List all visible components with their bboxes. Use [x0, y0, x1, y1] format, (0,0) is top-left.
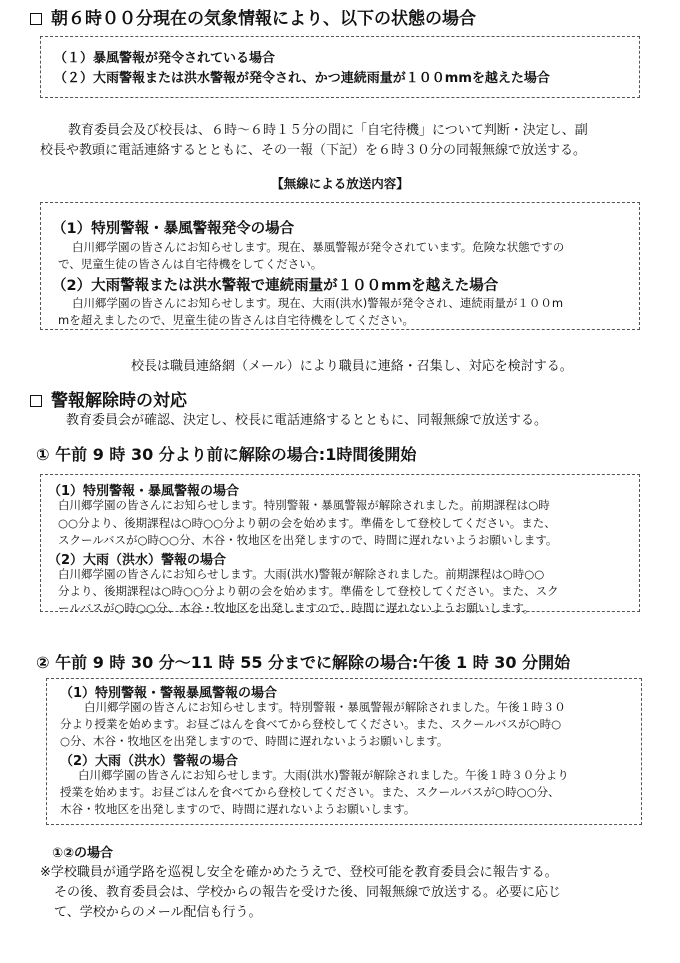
- footer-line-2: その後、教育委員会は、学校からの報告を受けた後、同報無線で放送する。必要に応じ: [54, 885, 562, 900]
- checkbox-square-icon: [30, 395, 42, 407]
- case-b-sub1-title: （1）特別警報・警報暴風警報の場合: [60, 686, 278, 701]
- case-a-sub2-line1: 白川郷学園の皆さんにお知らせします。大雨(洪水)警報が解除されました。前期課程は○時○○: [58, 567, 545, 581]
- intro-line-2: 校長や教頭に電話連絡するとともに、その一報（下記）を６時３０分の同報無線で放送する。: [40, 143, 587, 158]
- checkbox-square-icon: [30, 13, 42, 25]
- broadcast-case2-line2: mを超えましたので、児童生徒の皆さんは自宅待機をしてください。: [58, 313, 414, 327]
- broadcast-title: 【無線による放送内容】: [271, 176, 409, 191]
- case-b-sub1-line1: 白川郷学園の皆さんにお知らせします。特別警報・暴風警報が解除されました。午後１時３０: [84, 700, 566, 714]
- footer-line-3: て、学校からのメール配信も行う。: [54, 905, 262, 920]
- case-a-sub2-line3: ールバスが○時○○分、木谷・牧地区を出発しますので、時間に遅れないようお願いします。: [58, 601, 535, 615]
- footer-title: ①②の場合: [52, 846, 114, 861]
- case-b-sub2-line3: 木谷・牧地区を出発しますので、時間に遅れないようお願いします。: [60, 802, 416, 816]
- case-b-heading: ② 午前 9 時 30 分～11 時 55 分までに解除の場合:午後 1 時 30 分開始: [36, 653, 571, 672]
- case-a-sub1-line3: スクールバスが○時○○分、木谷・牧地区を出発しますので、時間に遅れないようお願いします。: [58, 533, 558, 547]
- case-b-sub2-line2: 授業を始めます。お昼ごはんを食べてから登校してください。また、スクールバスが○時○○分、: [60, 785, 560, 799]
- intro-line-1: 教育委員会及び校長は、６時～６時１５分の間に「自宅待機」について判断・決定し、副: [68, 123, 588, 138]
- principal-note: 校長は職員連絡網（メール）により職員に連絡・召集し、対応を検討する。: [131, 359, 573, 374]
- broadcast-case1-line2: で、児童生徒の皆さんは自宅待機をしてください。: [58, 257, 323, 271]
- condition-2: （２）大雨警報または洪水警報が発令され、かつ連続雨量が１００mmを越えた場合: [54, 71, 550, 86]
- case-b-sub2-title: （2）大雨（洪水）警報の場合: [60, 754, 239, 769]
- case-b-sub2-line1: 白川郷学園の皆さんにお知らせします。大雨(洪水)警報が解除されました。午後１時３０分より: [78, 768, 569, 782]
- condition-1: （１）暴風警報が発令されている場合: [54, 51, 276, 66]
- case-b-sub1-line3: ○分、木谷・牧地区を出発しますので、時間に遅れないようお願いします。: [60, 734, 449, 748]
- case-a-heading: ① 午前 9 時 30 分より前に解除の場合:1時間後開始: [36, 445, 417, 464]
- case-a-sub1-title: （1）特別警報・暴風警報の場合: [48, 484, 240, 499]
- case-b-sub1-line2: 分より授業を始めます。お昼ごはんを食べてから登校してください。また、スクールバスが○時○: [60, 717, 562, 731]
- case-a-sub1-line1: 白川郷学園の皆さんにお知らせします。特別警報・暴風警報が解除されました。前期課程は○時: [58, 498, 550, 512]
- broadcast-case2-title: （2）大雨警報または洪水警報で連続雨量が１００mmを越えた場合: [52, 278, 499, 294]
- section1-heading: 朝６時００分現在の気象情報により、以下の状態の場合: [30, 4, 476, 29]
- broadcast-case1-line1: 白川郷学園の皆さんにお知らせします。現在、暴風警報が発令されています。危険な状態ですの: [72, 240, 565, 254]
- section2-heading: 警報解除時の対応: [30, 386, 187, 411]
- broadcast-case2-line1: 白川郷学園の皆さんにお知らせします。現在、大雨(洪水)警報が発令され、連続雨量が１００m: [72, 296, 564, 310]
- case-a-sub1-line2: ○○分より、後期課程は○時○○分より朝の会を始めます。準備をして登校してください。また、: [58, 516, 556, 530]
- footer-line-1: ※学校職員が通学路を巡視し安全を確かめたうえで、登校可能を教育委員会に報告する。: [40, 865, 558, 880]
- section2-intro: 教育委員会が確認、決定し、校長に電話連絡するとともに、同報無線で放送する。: [66, 413, 548, 428]
- broadcast-case1-title: （1）特別警報・暴風警報発令の場合: [52, 221, 295, 237]
- case-a-sub2-line2: 分より、後期課程は○時○○分より朝の会を始めます。準備をして登校してください。また、スク: [58, 584, 559, 598]
- case-a-sub2-title: （2）大雨（洪水）警報の場合: [48, 553, 227, 568]
